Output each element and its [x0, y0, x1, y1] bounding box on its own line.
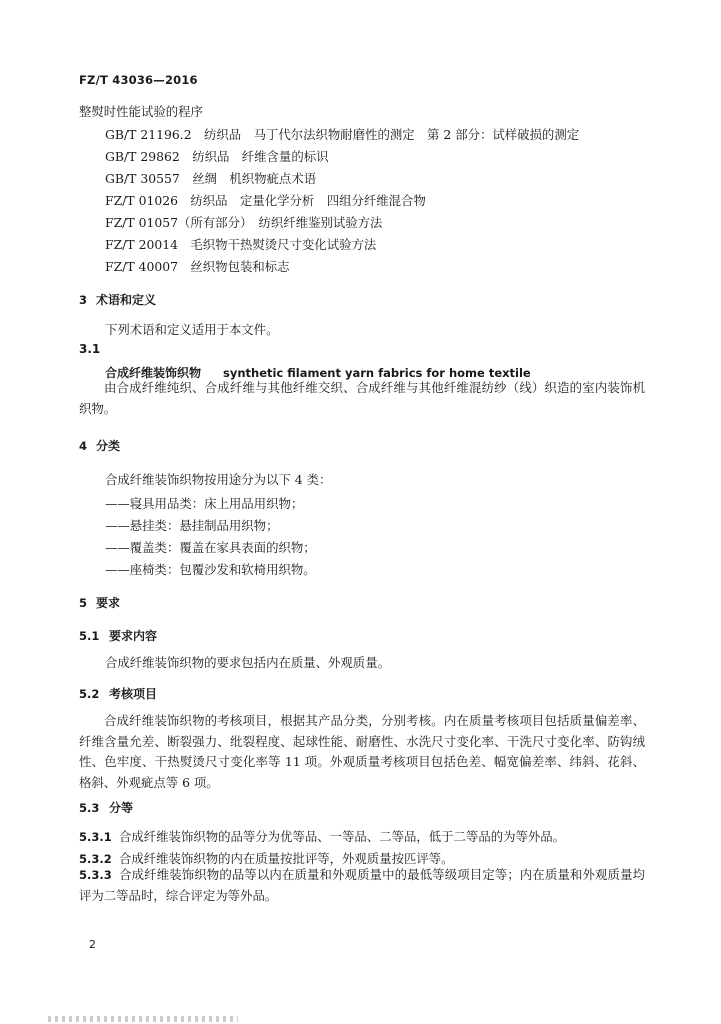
reference-item: FZ/T 01026 纺织品 定量化学分析 四组分纤维混合物: [105, 193, 426, 208]
list-item: ——寝具用品类：床上用品用织物；: [105, 496, 304, 511]
reference-item: FZ/T 20014 毛织物干热熨烫尺寸变化试验方法: [105, 237, 377, 252]
section-4-intro: 合成纤维装饰织物按用途分为以下 4 类：: [105, 472, 332, 487]
section-3-intro: 下列术语和定义适用于本文件。: [105, 322, 279, 337]
page-number: 2: [89, 938, 96, 951]
list-item: ——座椅类：包覆沙发和软椅用织物。: [105, 562, 316, 577]
standard-code-header: FZ/T 43036—2016: [79, 73, 198, 87]
clause-text: 合成纤维装饰织物的内在质量按批评等，外观质量按匹评等。: [119, 851, 454, 866]
list-item: ——覆盖类：覆盖在家具表面的织物；: [105, 540, 316, 555]
section-3-heading: [79, 291, 156, 308]
subsection-title: 要求内容: [109, 629, 158, 643]
term-number: 3.1: [79, 342, 101, 356]
term-definition: 由合成纤维纯织、合成纤维与其他纤维交织、合成纤维与其他纤维混纺纱（线）织造的室内装饰机织物。: [79, 380, 645, 416]
clause-number: 5.3.3: [79, 868, 112, 882]
reference-continuation: 整熨时性能试验的程序: [79, 104, 203, 119]
section-number: 5: [79, 596, 88, 610]
reference-item: GB/T 21196.2 纺织品 马丁代尔法织物耐磨性的测定 第 2 部分：试样破损的测定: [105, 127, 580, 142]
subsection-5-2-text: 合成纤维装饰织物的考核项目，根据其产品分类，分别考核。内在质量考核项目包括质量偏差率、纤维含量允差、断裂强力、纰裂程度、起球性能、耐磨性、水洗尺寸变化率、干洗尺寸变化率、防钩绒性、色牢度、干热熨烫尺寸变化率等 11 项。外观质量考核项目包括色差、幅宽偏差率、纬斜、花斜、格斜、外观疵点等 6 项。: [79, 713, 645, 790]
section-5-heading: [79, 594, 120, 611]
subsection-5-1-text: 合成纤维装饰织物的要求包括内在质量、外观质量。: [105, 655, 390, 670]
reference-item: GB/T 29862 纺织品 纤维含量的标识: [105, 149, 329, 164]
section-title: 术语和定义: [96, 293, 157, 307]
section-number: 3: [79, 293, 88, 307]
subsection-5-3-heading: [79, 799, 133, 816]
subsection-5-1-heading: [79, 627, 157, 644]
clause-number: 5.3.2: [79, 852, 112, 866]
term-chinese: 合成纤维装饰织物: [105, 366, 202, 380]
subsection-number: 5.2: [79, 687, 100, 701]
section-number: 4: [79, 439, 88, 453]
clause-5-3-3: [79, 865, 645, 906]
clause-number: 5.3.1: [79, 830, 112, 844]
scan-edge-artifact: [48, 1016, 238, 1022]
subsection-number: 5.3: [79, 801, 100, 815]
section-title: 要求: [96, 596, 121, 610]
subsection-title: 考核项目: [109, 687, 158, 701]
list-item: ——悬挂类：悬挂制品用织物；: [105, 518, 279, 533]
clause-text: 合成纤维装饰织物的品等以内在质量和外观质量中的最低等级项目定等；内在质量和外观质量均评为二等品时，综合评定为等外品。: [79, 867, 645, 903]
subsection-title: 分等: [109, 801, 134, 815]
section-4-heading: [79, 437, 120, 454]
clause-text: 合成纤维装饰织物的品等分为优等品、一等品、二等品，低于二等品的为等外品。: [119, 829, 566, 844]
subsection-number: 5.1: [79, 629, 100, 643]
reference-item: FZ/T 01057（所有部分） 纺织纤维鉴别试验方法: [105, 215, 383, 230]
reference-item: GB/T 30557 丝绸 机织物疵点术语: [105, 171, 317, 186]
clause-5-3-1: [79, 826, 565, 845]
section-title: 分类: [96, 439, 121, 453]
subsection-5-2-heading: [79, 685, 157, 702]
reference-item: FZ/T 40007 丝织物包装和标志: [105, 259, 290, 274]
term-english: synthetic filament yarn fabrics for home textile: [223, 366, 531, 380]
